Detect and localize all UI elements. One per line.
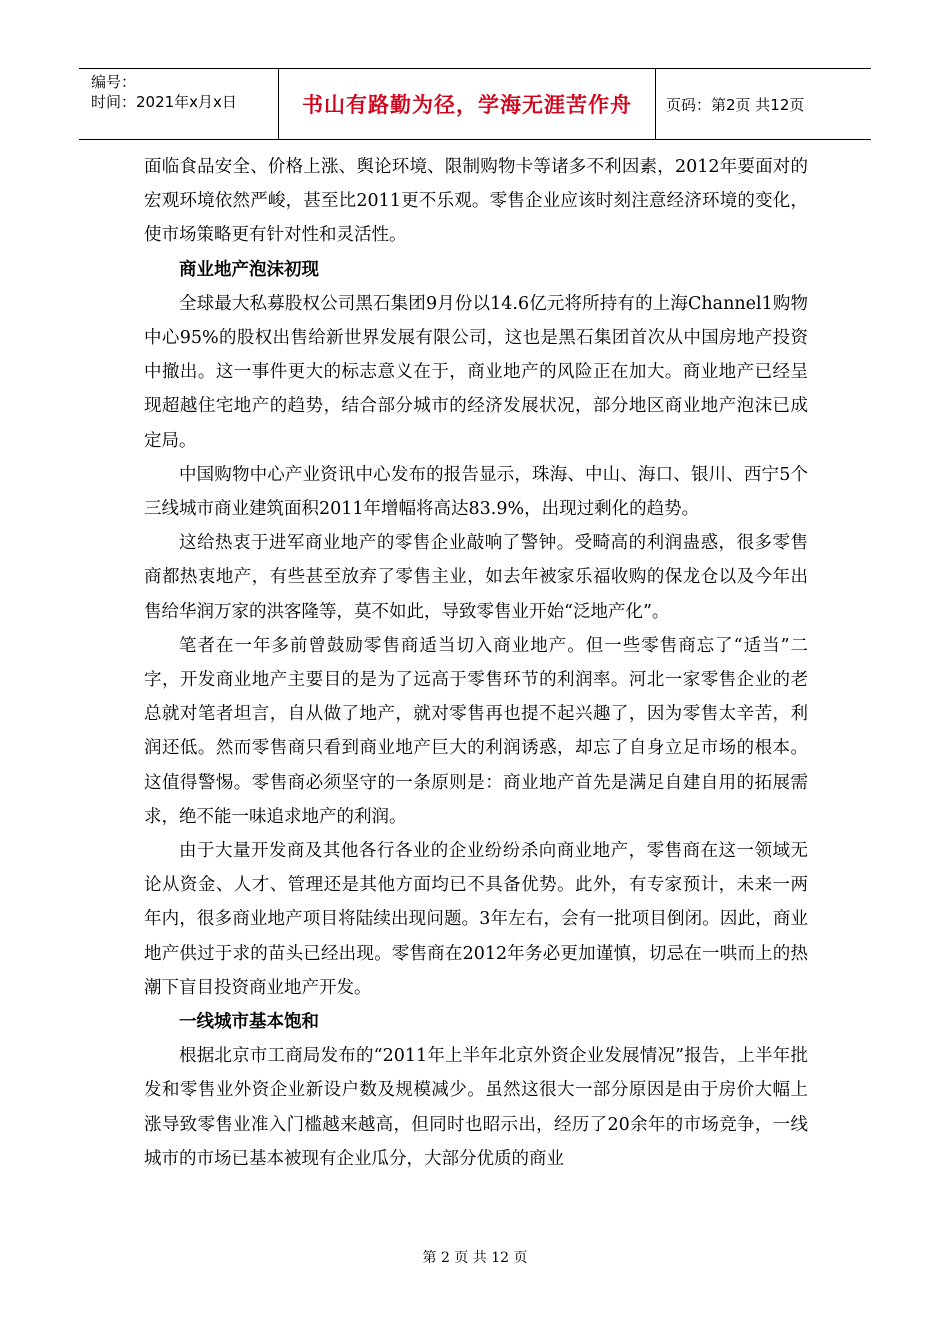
page-header xyxy=(79,68,871,140)
paragraph: 全球最大私募股权公司黑石集团9月份以14.6亿元将所持有的上海Channel1购物中心95%的股权出售给新世界发展有限公司，这也是黑石集团首次从中国房地产投资中撤出。这一事件更大的标志意义在于，商业地产的风险正在加大。商业地产已经呈现超越住宅地产的趋势，结合部分城市的经济发展状况，部分地区商业地产泡沫已成定局。 xyxy=(144,293,808,451)
header-motto: 书山有路勤为径，学海无涯苦作舟 xyxy=(279,69,656,139)
paragraph: 这给热衷于进军商业地产的零售企业敲响了警钟。受畸高的利润蛊惑，很多零售商都热衷地产，有些甚至放弃了零售主业，如去年被家乐福收购的保龙仓以及今年出售给华润万家的洪客隆等，莫不如此，导致零售业开始“泛地产化”。 xyxy=(144,533,808,622)
document-body xyxy=(144,150,808,1176)
paragraph: 中国购物中心产业资讯中心发布的报告显示，珠海、中山、海口、银川、西宁5个三线城市商业建筑面积2011年增幅将高达83.9%，出现过剩化的趋势。 xyxy=(144,464,808,520)
document-number-label: 编号： xyxy=(91,73,137,91)
section-heading: 商业地产泡沫初现 xyxy=(179,259,319,280)
paragraph: 面临食品安全、价格上涨、舆论环境、限制购物卡等诸多不利因素，2012年要面对的宏观环境依然严峻，甚至比2011更不乐观。零售企业应该时刻注意经济环境的变化，使市场策略更有针对性和灵活性。 xyxy=(144,157,808,246)
page-footer: 第 2 页 共 12 页 xyxy=(422,1250,528,1266)
section-heading: 一线城市基本饱和 xyxy=(179,1012,319,1033)
paragraph: 由于大量开发商及其他各行各业的企业纷纷杀向商业地产，零售商在这一领域无论从资金、人才、管理还是其他方面均已不具备优势。此外，有专家预计，未来一两年内，很多商业地产项目将陆续出现问题。3年左右，会有一批项目倒闭。因此，商业地产供过于求的苗头已经出现。零售商在2012年务必更加谨慎，切忌在一哄而上的热潮下盲目投资商业地产开发。 xyxy=(144,841,808,998)
header-page-number: 页码：第2页 共12页 xyxy=(666,95,805,114)
document-date-label: 时间：2021年x月x日 xyxy=(91,93,237,111)
paragraph: 根据北京市工商局发布的“2011年上半年北京外资企业发展情况”报告，上半年批发和零售业外资企业新设户数及规模减少。虽然这很大一部分原因是由于房价大幅上涨导致零售业准入门槛越来越高，但同时也昭示出，经历了20余年的市场竞争，一线城市的市场已基本被现有企业瓜分，大部分优质的商业 xyxy=(144,1046,808,1169)
paragraph: 笔者在一年多前曾鼓励零售商适当切入商业地产。但一些零售商忘了“适当”二字，开发商业地产主要目的是为了远高于零售环节的利润率。河北一家零售企业的老总就对笔者坦言，自从做了地产，就对零售再也提不起兴趣了，因为零售太辛苦，利润还低。然而零售商只看到商业地产巨大的利润诱惑，却忘了自身立足市场的根本。这值得警惕。零售商必须坚守的一条原则是：商业地产首先是满足自建自用的拓展需求，绝不能一味追求地产的利润。 xyxy=(144,635,808,827)
header-meta xyxy=(79,69,279,139)
